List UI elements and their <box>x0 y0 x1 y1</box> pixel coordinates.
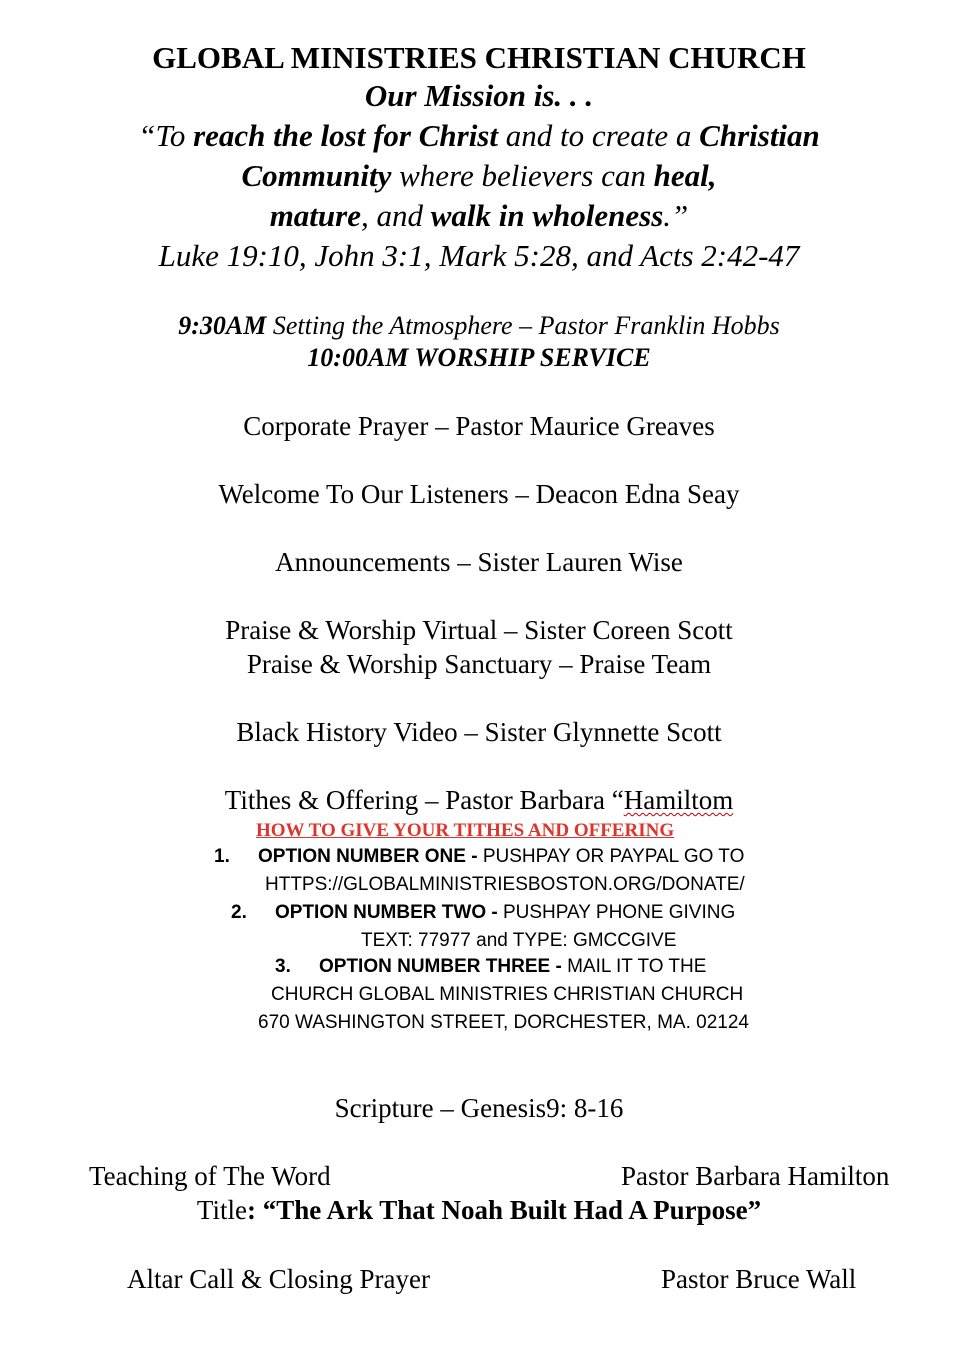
mission-line-2 <box>0 158 958 194</box>
scripture-reading: Scripture – Genesis9: 8-16 <box>334 1093 624 1123</box>
pre-service-line <box>0 311 958 341</box>
mission-emphasis: Christian <box>699 118 820 153</box>
option-number: 1. <box>214 846 230 867</box>
option-text: PUSHPAY OR PAYPAL GO TO <box>482 846 745 867</box>
mission-emphasis: mature <box>269 198 361 233</box>
mission-text: .” <box>663 198 689 233</box>
program-item: Welcome To Our Listeners – Deacon Edna Seay <box>218 479 740 509</box>
mission-emphasis: Community <box>241 158 392 193</box>
program-item: Praise & Worship Sanctuary – Praise Team <box>246 649 712 679</box>
program-item: Corporate Prayer – Pastor Maurice Greaves <box>243 411 715 441</box>
giving-instructions-heading: HOW TO GIVE YOUR TITHES AND OFFERING <box>256 820 675 841</box>
giving-option-3 <box>275 956 706 978</box>
mission-text: , and <box>360 198 431 233</box>
pre-service-text: Setting the Atmosphere – Pastor Franklin Hobbs <box>266 311 780 340</box>
mailing-address: 670 WASHINGTON STREET, DORCHESTER, MA. 02124 <box>258 1012 749 1033</box>
mission-heading: Our Mission is. . . <box>364 78 594 113</box>
option-number: 3. <box>275 956 291 977</box>
worship-service-heading: 10:00AM WORSHIP SERVICE <box>307 343 651 372</box>
mission-text: “To <box>138 118 194 153</box>
mailing-recipient: CHURCH GLOBAL MINISTRIES CHRISTIAN CHURCH <box>271 984 744 1005</box>
closing-speaker: Pastor Bruce Wall <box>661 1264 857 1294</box>
mission-line-3 <box>0 198 958 234</box>
mission-emphasis: reach the lost for Christ <box>193 118 498 153</box>
program-item: Praise & Worship Virtual – Sister Coreen Scott <box>225 615 733 645</box>
closing-label: Altar Call & Closing Prayer <box>127 1264 430 1294</box>
option-number: 2. <box>231 902 247 923</box>
mission-text: where believers can <box>391 158 654 193</box>
text-giving-instructions: TEXT: 77977 and TYPE: GMCCGIVE <box>361 930 677 951</box>
teaching-label: Teaching of The Word <box>89 1161 331 1191</box>
mission-emphasis: walk in wholeness <box>430 198 664 233</box>
mission-text: and to create a <box>497 118 700 153</box>
option-label: OPTION NUMBER THREE - <box>319 956 568 977</box>
option-label: OPTION NUMBER ONE - <box>258 846 483 867</box>
pre-service-time: 9:30AM <box>178 311 267 340</box>
giving-option-1 <box>214 846 744 868</box>
option-text: PUSHPAY PHONE GIVING <box>502 902 736 923</box>
tithes-offering-line <box>0 785 958 816</box>
sermon-title <box>0 1195 958 1226</box>
sermon-title-text: : “The Ark That Noah Built Had A Purpose” <box>246 1195 762 1225</box>
church-name: GLOBAL MINISTRIES CHRISTIAN CHURCH <box>152 40 806 75</box>
teaching-speaker: Pastor Barbara Hamilton <box>621 1161 890 1191</box>
option-text: MAIL IT TO THE <box>567 956 707 977</box>
donate-url[interactable]: HTTPS://GLOBALMINISTRIESBOSTON.ORG/DONATE/ <box>265 874 745 895</box>
program-item: Announcements – Sister Lauren Wise <box>275 547 683 577</box>
giving-option-2 <box>231 902 735 924</box>
program-item: Black History Video – Sister Glynnette Scott <box>236 717 722 747</box>
mission-line-1 <box>0 118 958 154</box>
sermon-title-prefix: Title <box>196 1195 247 1225</box>
spelling-error-word[interactable]: Hamiltom <box>623 785 734 815</box>
option-label: OPTION NUMBER TWO - <box>275 902 503 923</box>
mission-emphasis: heal, <box>653 158 717 193</box>
tithes-offering-text: Tithes & Offering – Pastor Barbara “ <box>224 785 624 815</box>
scripture-references: Luke 19:10, John 3:1, Mark 5:28, and Acts 2:42-47 <box>158 238 800 273</box>
